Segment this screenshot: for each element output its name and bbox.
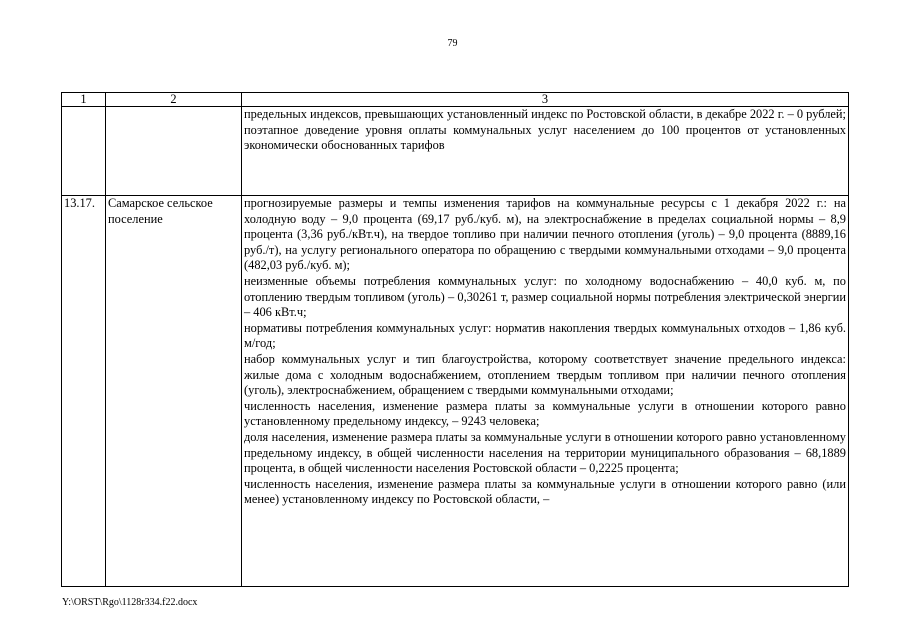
description-cell bbox=[242, 107, 849, 196]
document-table bbox=[61, 92, 849, 587]
paragraph: предельных индексов, превышающих установленный индекс по Ростовской области, в декабре 2022 г. – 0 рублей; bbox=[244, 107, 846, 121]
municipality-cell: Самарское сельское поселение bbox=[106, 196, 242, 587]
paragraph: численность населения, изменение размера платы за коммунальные услуги в отношении которого равно установленному предельному индексу, – 9243 человека; bbox=[244, 398, 846, 429]
paragraph: набор коммунальных услуг и тип благоустройства, которому соответствует значение предельного индекса: жилые дома с холодным водоснабжением, отоплением твердым топливом при наличии печного отопления (уголь), электроснабжением, обращением с твердыми коммунальными отходами; bbox=[244, 351, 846, 398]
row-number-cell bbox=[62, 107, 106, 196]
header-cell-1: 1 bbox=[62, 93, 106, 107]
header-cell-3: 3 bbox=[242, 93, 849, 107]
paragraph: доля населения, изменение размера платы за коммунальные услуги в отношении которого равно установленному предельному индексу, в общей численности населения на территории муниципального образования – 68,1889 процента, в общей численности населения Ростовской области – 0,2225 процента; bbox=[244, 429, 846, 476]
page-number: 79 bbox=[447, 38, 458, 49]
paragraph: поэтапное доведение уровня оплаты коммунальных услуг населением до 100 процентов от установленных экономически обоснованных тарифов bbox=[244, 122, 846, 153]
header-cell-2: 2 bbox=[106, 93, 242, 107]
paragraph: неизменные объемы потребления коммунальных услуг: по холодному водоснабжению – 40,0 куб. м, по отоплению твердым топливом (уголь) – 0,30261 т, размер социальной нормы потребления электрической энергии – 406 кВт.ч; bbox=[244, 273, 846, 320]
table-row-continuation bbox=[62, 107, 849, 196]
table-row-13-17 bbox=[62, 196, 849, 587]
row-number-cell: 13.17. bbox=[62, 196, 106, 587]
footer-file-path: Y:\ORST\Rgo\1128r334.f22.docx bbox=[62, 597, 198, 608]
paragraph: нормативы потребления коммунальных услуг: норматив накопления твердых коммунальных отходов – 1,86 куб. м/год; bbox=[244, 320, 846, 351]
table-header-row bbox=[62, 93, 849, 107]
paragraph: прогнозируемые размеры и темпы изменения тарифов на коммунальные ресурсы с 1 декабря 2022 г.: на холодную воду – 9,0 процента (69,17 руб./куб. м), на электроснабжение в пределах социальной нормы – 8,9 процента (3,36 руб./кВт.ч), на твердое топливо при наличии печного отопления (уголь) – 9,0 процента (8889,16 руб./т), на услугу регионального оператора по обращению с твердыми коммунальными отходами – 9,0 процента (482,03 руб./куб. м); bbox=[244, 196, 846, 273]
municipality-cell bbox=[106, 107, 242, 196]
paragraph: численность населения, изменение размера платы за коммунальные услуги в отношении которого равно (или менее) установленному индексу по Ростовской области, – bbox=[244, 476, 846, 507]
description-cell bbox=[242, 196, 849, 587]
